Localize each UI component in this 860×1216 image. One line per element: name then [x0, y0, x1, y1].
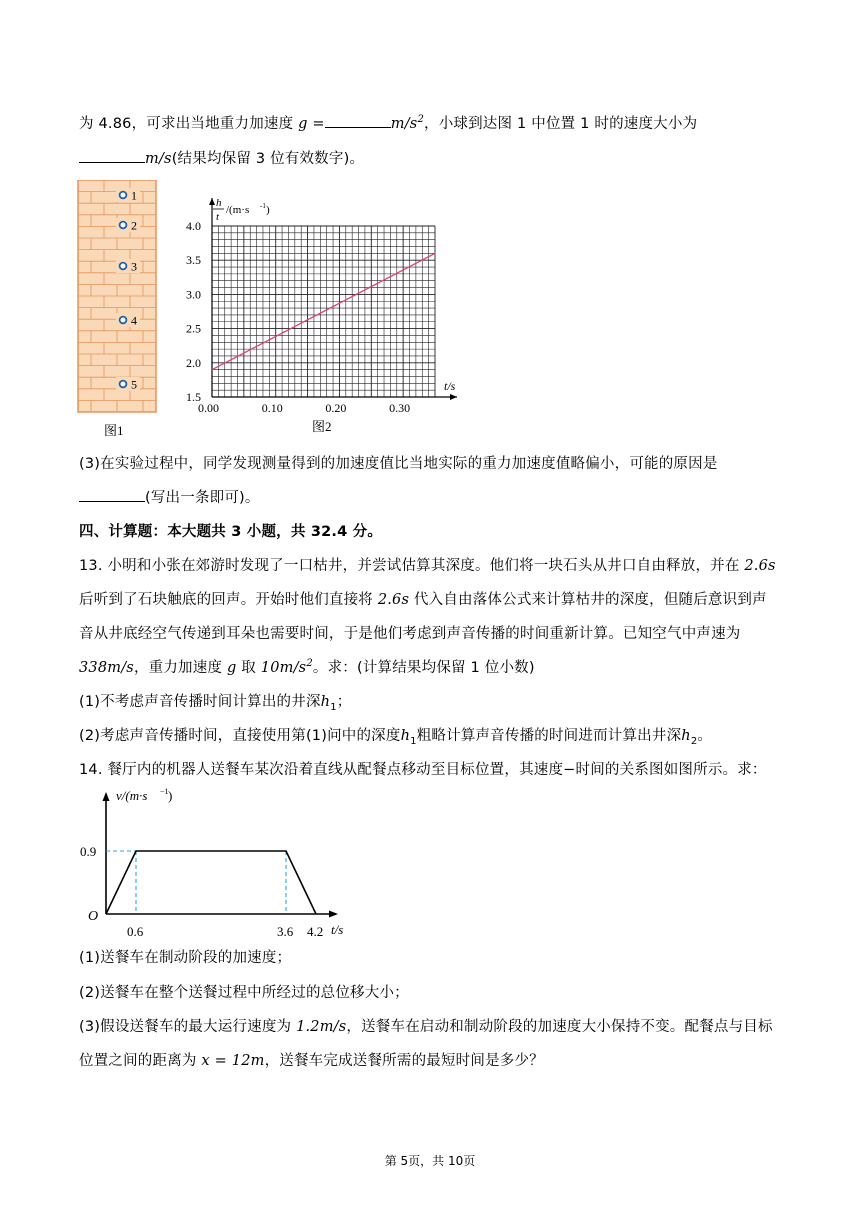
y-tick-label: 3.5 [186, 253, 201, 268]
ball-label: 3 [131, 259, 137, 274]
origin-label: O [88, 909, 99, 924]
q13-line2: 后听到了石块触底的回声。开始时他们直接将 2.6s 代入自由落体公式来计算枯井的深度，但随后意识到声 [79, 592, 767, 608]
ball-2 [116, 218, 140, 233]
t-axis-label: t/s [331, 922, 344, 936]
q12-part3-line1: (3)在实验过程中，同学发现测量得到的加速度值比当地实际的重力加速度值略偏小，可能的原因是 [79, 456, 718, 472]
y-tick-label: 4.0 [186, 219, 201, 233]
v-axis-exp: −1 [160, 787, 169, 796]
ball-5 [116, 377, 140, 392]
unit: m/s [390, 116, 418, 132]
q14-part2: (2)送餐车在整个送餐过程中所经过的总位移大小； [79, 985, 409, 1001]
v-tick-label: 0.9 [80, 844, 97, 859]
q13-part1: (1)不考虑声音传播时间计算出的井深$h_1$； [79, 694, 352, 713]
v-axis-close: ) [168, 788, 173, 803]
t-tick-label: 0.6 [127, 924, 144, 936]
y-label-unit: /(m·s [226, 204, 250, 216]
q12-line2 [79, 147, 364, 168]
y-tick-label: 3.0 [186, 287, 201, 302]
text: ，小球到达图 1 中位置 1 时的速度大小为 [424, 116, 698, 132]
text: (写出一条即可)。 [145, 490, 260, 506]
y-label-den: t [216, 211, 220, 223]
v-axis-arrow [103, 792, 110, 801]
text: (结果均保留 3 位有效数字)。 [171, 151, 365, 167]
answer-blank-reason[interactable] [79, 487, 145, 502]
ball-label: 1 [131, 188, 137, 203]
q14-part3: (3)假设送餐车的最大运行速度为 1.2m/s，送餐车在启动和制动阶段的加速度大小保持不变。配餐点与目标 [79, 1019, 773, 1035]
ball-label: 2 [131, 218, 137, 233]
x-tick-label: 0.00 [198, 401, 219, 415]
x-tick-label: 0.20 [325, 401, 347, 415]
y-tick-label: 2.0 [186, 355, 201, 370]
y-axis-arrow [209, 198, 215, 205]
figure-2-caption: 图2 [312, 419, 332, 434]
answer-blank-g[interactable] [325, 113, 391, 128]
y-label-close: ) [266, 204, 270, 216]
q12-line1: 为 4.86，可求出当地重力加速度 $g = m/s^2$，小球到达图 1 中位置 1 时的速度大小为 [79, 114, 698, 132]
q12-part3-line2 [79, 486, 260, 507]
x-tick-label: 0.30 [389, 401, 411, 415]
page-footer: 第 5页，共 10页 [384, 1154, 476, 1168]
t-tick-label: 3.6 [277, 924, 294, 936]
q14-intro: 14. 餐厅内的机器人送餐车某次沿着直线从配餐点移动至目标位置，其速度−时间的关系图如图所示。求： [79, 762, 767, 778]
ball-1 [116, 188, 140, 203]
q13-part2: (2)考虑声音传播时间，直接使用第(1)问中的深度$h_1$粗略计算声音传播的时间进而计算出井深$h_2$。 [79, 728, 713, 747]
v-axis-label: v/(m·s [116, 788, 148, 803]
t-tick-label: 4.2 [307, 924, 324, 936]
ball-label: 5 [131, 377, 137, 392]
fit-line [212, 253, 435, 369]
y-tick-label: 1.5 [186, 390, 201, 404]
section-4-title: 四、计算题：本大题共 3 小题，共 32.4 分。 [79, 524, 383, 540]
ball-label: 4 [131, 313, 137, 328]
q13-line3: 音从井底经空气传递到耳朵也需要时间，于是他们考虑到声音传播的时间重新计算。已知空气中声速为 [79, 626, 741, 642]
g-symbol: g = [298, 116, 325, 132]
figure-2-chart [180, 186, 465, 442]
y-label-num: h [216, 197, 222, 209]
answer-blank-v1[interactable] [79, 148, 145, 163]
text: 为 4.86，可求出当地重力加速度 [79, 116, 299, 132]
x-tick-label: 0.10 [261, 401, 283, 415]
unit: m/s [145, 151, 172, 167]
velocity-line [106, 851, 316, 914]
q14-part1: (1)送餐车在制动阶段的加速度； [79, 950, 292, 966]
ball-3 [116, 259, 140, 274]
y-label-exp: -1 [260, 202, 266, 210]
x-axis-arrow [450, 394, 457, 400]
q13-line4: 338m/s，重力加速度 g 取 $10m/s^2$。求：(计算结果均保留 1 位小数) [79, 658, 535, 676]
t-axis-arrow [329, 911, 338, 918]
q13-line1: 13. 小明和小张在郊游时发现了一口枯井，并尝试估算其深度。他们将一块石头从井口自由释放，并在 2.6s [79, 558, 776, 574]
figure-1-brick-wall [76, 180, 158, 442]
q14-vt-graph [78, 786, 358, 936]
figure-1-caption: 图1 [104, 423, 124, 438]
y-tick-label: 2.5 [186, 321, 201, 336]
q14-part3-cont: 位置之间的距离为 x = 12m，送餐车完成送餐所需的最短时间是多少？ [79, 1053, 544, 1069]
ball-4 [116, 313, 140, 328]
x-axis-label: t/s [444, 379, 456, 393]
